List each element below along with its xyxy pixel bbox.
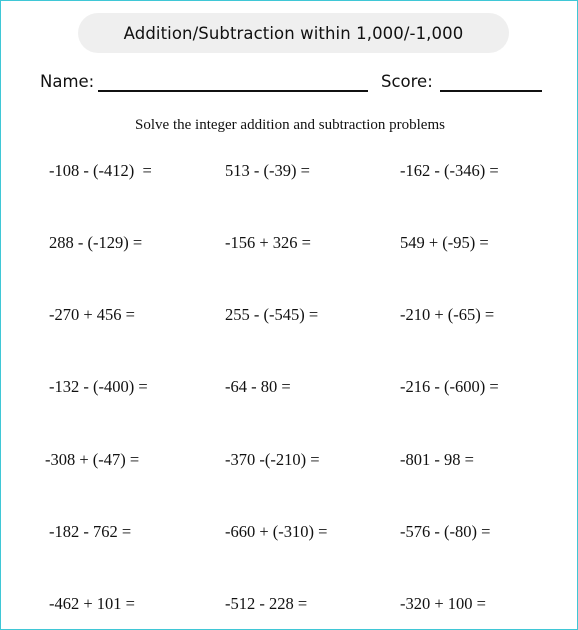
problem: 549 + (-95) = bbox=[400, 233, 489, 252]
problem: -512 - 228 = bbox=[225, 594, 308, 613]
problem: -64 - 80 = bbox=[225, 377, 291, 396]
problem: -370 -(-210) = bbox=[225, 450, 320, 469]
instructions: Solve the integer addition and subtraction problems bbox=[135, 117, 445, 133]
problem: -308 + (-47) = bbox=[45, 450, 140, 469]
problem: -320 + 100 = bbox=[400, 594, 486, 613]
problem: 255 - (-545) = bbox=[225, 305, 319, 324]
problem: -462 + 101 = bbox=[49, 594, 135, 613]
problem: -210 + (-65) = bbox=[400, 305, 495, 324]
problem: -108 - (-412) = bbox=[49, 161, 152, 180]
problem: -182 - 762 = bbox=[49, 522, 132, 541]
problem: -801 - 98 = bbox=[400, 450, 474, 469]
problem: -162 - (-346) = bbox=[400, 161, 499, 180]
problem: -270 + 456 = bbox=[49, 305, 135, 324]
problem: -660 + (-310) = bbox=[225, 522, 328, 541]
worksheet-title: Addition/Subtraction within 1,000/-1,000 bbox=[78, 13, 509, 53]
problem: 513 - (-39) = bbox=[225, 161, 310, 180]
score-label: Score: bbox=[381, 72, 433, 91]
problem: -576 - (-80) = bbox=[400, 522, 491, 541]
problem: 288 - (-129) = bbox=[49, 233, 143, 252]
problem: -156 + 326 = bbox=[225, 233, 311, 252]
problem: -132 - (-400) = bbox=[49, 377, 148, 396]
problem: -216 - (-600) = bbox=[400, 377, 499, 396]
name-label: Name: bbox=[40, 72, 95, 91]
